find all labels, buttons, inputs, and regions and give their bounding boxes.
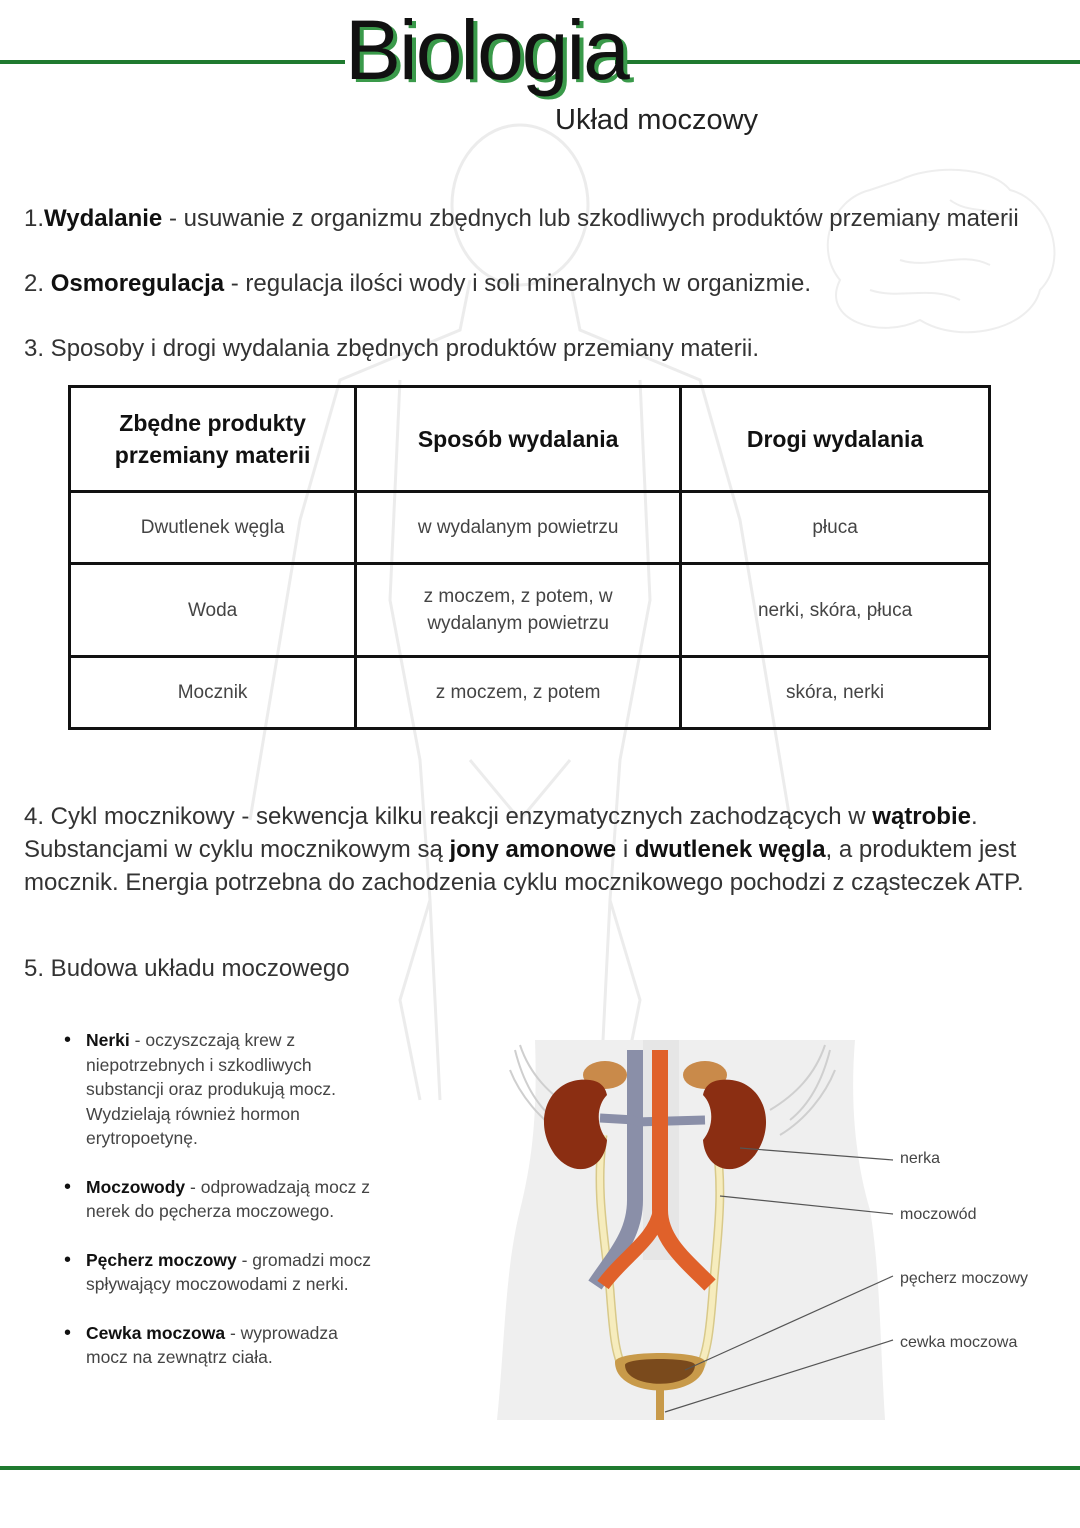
definition-text: - usuwanie z organizmu zbędnych lub szkodliwych produktów przemiany materii bbox=[162, 205, 1019, 232]
definition-term: Wydalanie bbox=[44, 205, 163, 232]
table-header-cell: Zbędne produkty przemiany materii bbox=[70, 387, 356, 492]
section-3-heading: 3. Sposoby i drogi wydalania zbędnych produktów przemiany materii. bbox=[24, 335, 760, 362]
organ-term: Pęcherz moczowy bbox=[86, 1249, 237, 1270]
section-5-heading: 5. Budowa układu moczowego bbox=[24, 955, 350, 982]
text-run: i bbox=[616, 836, 635, 863]
section-4-urea-cycle bbox=[24, 800, 1064, 899]
bold-term: jony amonowe bbox=[449, 836, 617, 863]
table-cell: Mocznik bbox=[70, 657, 356, 729]
organ-term: Nerki bbox=[86, 1030, 130, 1050]
organ-list bbox=[60, 1028, 380, 1394]
list-item bbox=[60, 1175, 380, 1224]
organ-term: Cewka moczowa bbox=[86, 1322, 226, 1343]
label-bladder: pęcherz moczowy bbox=[900, 1270, 1029, 1287]
list-item bbox=[60, 1028, 380, 1151]
table-cell: nerki, skóra, płuca bbox=[681, 564, 990, 657]
page-subtitle: Układ moczowy bbox=[555, 104, 759, 136]
organ-description: - oczyszczają krew z niepotrzebnych i szkodliwych substancji oraz produkują mocz. Wydzielają również hormon erytropoetynę. bbox=[86, 1030, 336, 1148]
organ-description: - gromadzi mocz spływający moczowodami z nerki. bbox=[86, 1249, 371, 1294]
definition-osmoregulation bbox=[24, 270, 811, 298]
organ-description: - odprowadzają mocz z nerek do pęcherza moczowego. bbox=[86, 1176, 370, 1221]
table-cell: Woda bbox=[70, 564, 356, 657]
text-run: , a produktem jest mocznik. Energia potrzebna do zachodzenia cyklu mocznikowego pochodzi z cząsteczek ATP. bbox=[24, 836, 1024, 896]
label-kidney: nerka bbox=[900, 1150, 941, 1167]
table-cell: płuca bbox=[681, 492, 990, 564]
header-rule-left bbox=[0, 60, 345, 64]
table-cell: z moczem, z potem bbox=[356, 657, 681, 729]
renal-vein-left bbox=[600, 1118, 635, 1120]
bold-term: wątrobie bbox=[872, 803, 971, 830]
list-item bbox=[60, 1321, 380, 1370]
definition-text: - regulacja ilości wody i soli mineralnych w organizmie. bbox=[224, 270, 811, 297]
definition-excretion bbox=[24, 205, 1019, 233]
table-row bbox=[70, 657, 990, 729]
organ-term: Moczowody bbox=[86, 1176, 186, 1197]
bold-term: dwutlenek węgla bbox=[634, 836, 826, 863]
table-cell: skóra, nerki bbox=[681, 657, 990, 729]
list-item bbox=[60, 1248, 380, 1297]
table-row bbox=[70, 564, 990, 657]
table-header-cell: Drogi wydalania bbox=[681, 387, 990, 492]
definition-number: 1. bbox=[24, 205, 45, 232]
header-rule-right bbox=[615, 60, 1080, 64]
label-ureter: moczowód bbox=[900, 1206, 977, 1223]
definition-number: 2. bbox=[24, 270, 51, 297]
table-row bbox=[70, 492, 990, 564]
table-header-row bbox=[70, 387, 990, 492]
footer-rule bbox=[0, 1466, 1080, 1470]
label-urethra: cewka moczowa bbox=[900, 1334, 1018, 1351]
organ-description: - wyprowadza mocz na zewnątrz ciała. bbox=[86, 1322, 338, 1367]
table-cell: z moczem, z potem, w wydalanym powietrzu bbox=[356, 564, 681, 657]
definition-term: Osmoregulacja bbox=[50, 270, 225, 297]
urinary-system-diagram bbox=[495, 1040, 1040, 1420]
table-cell: w wydalanym powietrzu bbox=[356, 492, 681, 564]
table-cell: Dwutlenek węgla bbox=[70, 492, 356, 564]
text-run: 4. Cykl mocznikowy - sekwencja kilku reakcji enzymatycznych zachodzących w bbox=[24, 803, 873, 830]
excretion-table bbox=[68, 385, 991, 730]
text-run: . Substancjami w cyklu mocznikowym są bbox=[24, 803, 978, 863]
page-title: Biologia bbox=[345, 3, 628, 97]
table-header-cell: Sposób wydalania bbox=[356, 387, 681, 492]
renal-vein-right bbox=[635, 1120, 705, 1122]
